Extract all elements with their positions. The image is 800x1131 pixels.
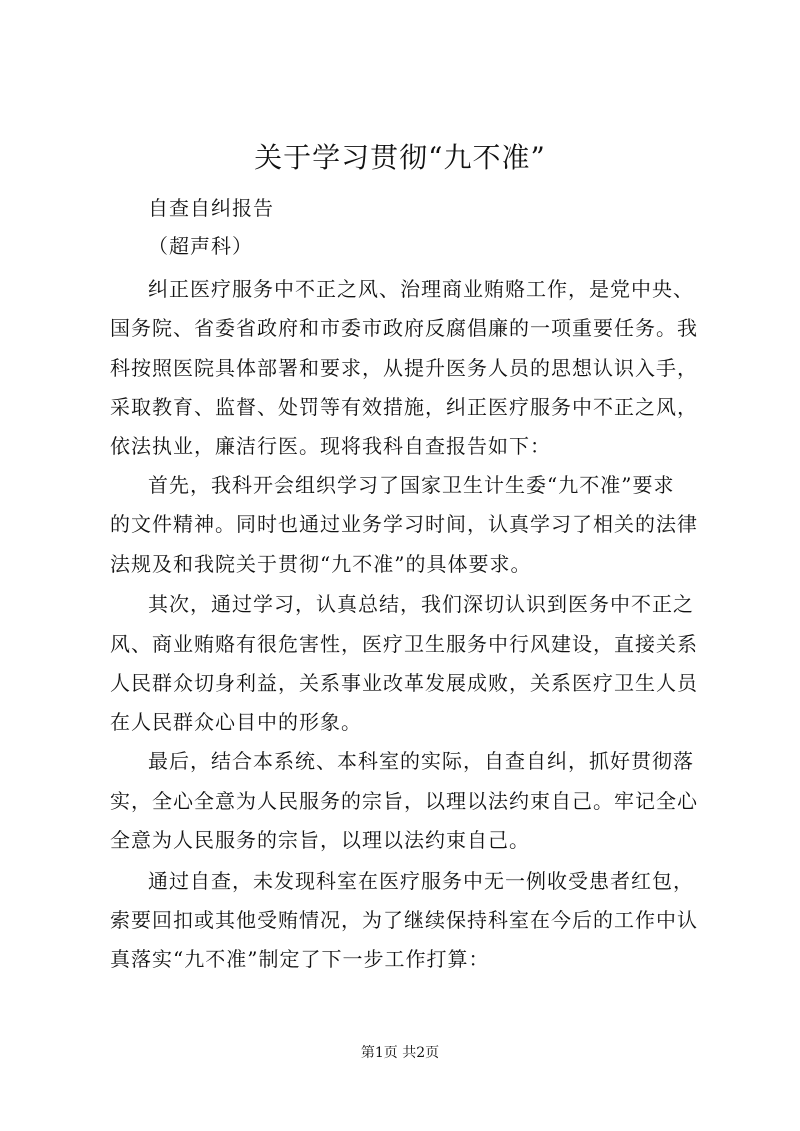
- paragraph-line: 纠正医疗服务中不正之风、治理商业贿赂工作，是党中央、: [148, 277, 694, 301]
- paragraph-line: 真落实“九不准”制定了下一步工作打算：: [110, 947, 490, 971]
- document-subtitle: 自查自纠报告: [148, 196, 274, 220]
- paragraph-line: 国务院、省委省政府和市委市政府反腐倡廉的一项重要任务。我: [110, 316, 698, 340]
- paragraph-line: 在人民群众心目中的形象。: [110, 710, 362, 734]
- paragraph-line: 人民群众切身利益，关系事业改革发展成败，关系医疗卫生人员: [110, 671, 698, 695]
- paragraph-line: 实，全心全意为人民服务的宗旨，以理以法约束自己。牢记全心: [110, 789, 698, 813]
- paragraph-line: 通过自查，未发现科室在医疗服务中无一例收受患者红包，: [148, 869, 694, 893]
- paragraph-line: 依法执业，廉洁行医。现将我科自查报告如下：: [110, 434, 551, 458]
- paragraph-line: 首先，我科开会组织学习了国家卫生计生委“九不准”要求: [148, 473, 675, 497]
- document-title: 关于学习贯彻“九不准”: [254, 141, 546, 174]
- paragraph-line: 采取教育、监督、处罚等有效措施，纠正医疗服务中不正之风，: [110, 395, 698, 419]
- paragraph-line: 风、商业贿赂有很危害性，医疗卫生服务中行风建设，直接关系: [110, 632, 698, 656]
- paragraph-line: 的文件精神。同时也通过业务学习时间，认真学习了相关的法律: [110, 512, 698, 536]
- department-label: （超声科）: [148, 234, 253, 258]
- paragraph-line: 最后，结合本系统、本科室的实际，自查自纠，抓好贯彻落: [148, 749, 694, 773]
- paragraph-line: 其次，通过学习，认真总结，我们深切认识到医务中不正之: [148, 592, 694, 616]
- page-indicator: 第1页 共2页: [360, 1045, 440, 1061]
- paragraph-line: 索要回扣或其他受贿情况，为了继续保持科室在今后的工作中认: [110, 908, 698, 932]
- paragraph-line: 法规及和我院关于贯彻“九不准”的具体要求。: [110, 552, 532, 576]
- paragraph-line: 科按照医院具体部署和要求，从提升医务人员的思想认识入手，: [110, 356, 698, 380]
- paragraph-line: 全意为人民服务的宗旨，以理以法约束自己。: [110, 828, 530, 852]
